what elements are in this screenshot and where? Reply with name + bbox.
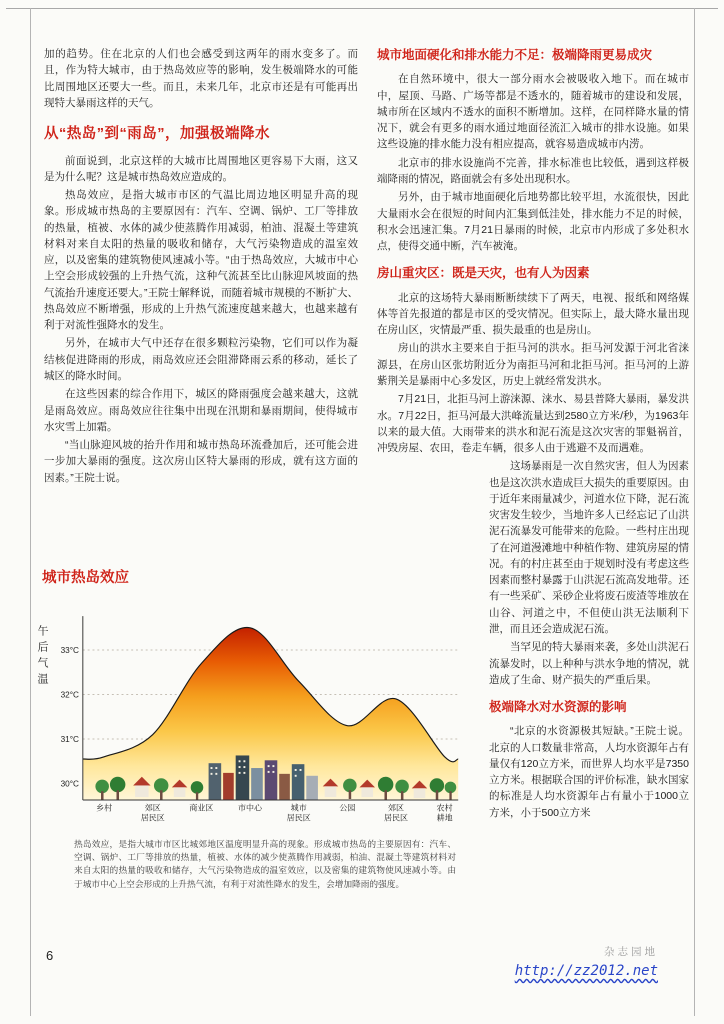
- svg-text:城市: 城市: [290, 803, 307, 813]
- svg-text:居民区: 居民区: [140, 813, 165, 823]
- section-heading-drainage: 城市地面硬化和排水能力不足：极端降雨更易成灾: [377, 48, 653, 62]
- svg-text:市中心: 市中心: [238, 803, 263, 813]
- paragraph: 另外，在城市大气中还存在很多颗粒污染物，它们可以作为凝结核促进降雨的形成，雨岛效应还会阻滞降雨云系的移动，延长了城区的降水时间。: [44, 337, 358, 382]
- paragraph: “北京的水资源极其短缺。”王院士说。北京的人口数量非常高，人均水资源年占有量仅有120立方米，而世界人均水平是7350立方米。根据联合国的评价标准，缺水国家的标准是人均水资源年占有量小于1000立方米，小于500立方米: [489, 725, 689, 819]
- svg-text:商业区: 商业区: [189, 803, 214, 813]
- paragraph: 在自然环境中，很大一部分雨水会被吸收入地下。而在城市中，屋顶、马路、广场等都是不透水的，随着城市的建设和发展，城市所在区域内不透水的面积不断增加。这样，在同样降水量的情况下，就会有更多的雨水通过地面径流汇入城市的排水设施。如果这些设施的排水能力没有相应提高，就容易造成城市内涝。: [377, 73, 689, 151]
- svg-text:居民区: 居民区: [383, 813, 409, 823]
- paragraph: 7月21日，北拒马河上游涞源、涞水、易县普降大暴雨，暴发洪水。7月22日，拒马河最大洪峰流量达到2580立方米/秒，为1963年以来的最大值。大雨带来的洪水和泥石流是这次灾害的罪魁祸首，冲毁房屋、农田，卷走车辆，很多人由于逃避不及而遇难。: [377, 393, 689, 455]
- temperature-profile-chart: [48, 591, 464, 833]
- svg-text:郊区: 郊区: [387, 803, 405, 813]
- paragraph: 房山的洪水主要来自于拒马河的洪水。拒马河发源于河北省涞源县，在房山区张坊附近分为南拒马河和北拒马河。拒马河的上游紫荆关是暴雨中心多发区，历史上就经常发洪水。: [377, 342, 689, 387]
- paragraph: 北京的这场特大暴雨断断续续下了两天，电视、报纸和网络媒体等首先报道的都是市区的受灾情况。但实际上，最大降水量出现在房山区，灾情最严重、损失最重的也是房山。: [377, 291, 689, 337]
- svg-text:郊区: 郊区: [144, 803, 161, 813]
- page-border-top: [6, 8, 718, 9]
- x-axis-category-labels: [96, 803, 453, 823]
- quote-paragraph: “当山脉迎风坡的抬升作用和城市热岛环流叠加后，还可能会进一步加大暴雨的强度。这次房山区特大暴雨的形成，就有这方面的因素。”王院士说。: [44, 439, 358, 484]
- left-column: [44, 46, 358, 488]
- svg-text:农村: 农村: [436, 803, 453, 813]
- paragraph: 这场暴雨是一次自然灾害，但人为因素也是这次洪水造成巨大损失的重要原因。由于近年来雨量减少，河道水位下降，泥石流灾害发生较少，当地许多人已经忘记了山洪泥石流暴发可能带来的危险。一些村庄出现了在河道漫滩地中种植作物、建筑房屋的情况。有的村庄甚至由于规划时没有考虑这些因素而整村暴露于山洪泥石流高发地带。还有一些采矿、采砂企业将废石废渣等堆放在山谷、河道之中，不但使山洪无法顺利下泄，而且还会造成泥石流。: [489, 460, 689, 635]
- paragraph: 当罕见的特大暴雨来袭，多处山洪泥石流暴发时，以上种种与洪水争地的情况，就造成了生命、财产损失的严重后果。: [489, 641, 689, 686]
- section-heading-fangshan: 房山重灾区：既是天灾，也有人为因素: [377, 266, 590, 281]
- site-label: 杂志园地: [604, 946, 658, 958]
- svg-text:乡村: 乡村: [96, 803, 113, 813]
- page-border-left: [30, 8, 31, 1016]
- svg-text:30°C: 30°C: [60, 779, 79, 789]
- paragraph: 在这些因素的综合作用下，城区的降雨强度会越来越大，这就是雨岛效应。雨岛效应往往集中出现在汛期和暴雨期间，使得城市水灾雪上加霜。: [44, 388, 358, 433]
- site-url-link[interactable]: http://zz2012.net: [514, 963, 658, 979]
- chart-title: 城市热岛效应: [42, 570, 129, 586]
- section-heading-water-resources: 极端降水对水资源的影响: [489, 700, 627, 715]
- y-axis-tick-labels: [61, 646, 79, 789]
- chart-caption: 热岛效应，是指大城市市区比城郊地区温度明显升高的现象。形成城市热岛的主要原因有：汽车、空调、锅炉、工厂等排放的热量，植被、水体的减少使蒸腾作用减弱，柏油、混凝土等建筑材料对来自太阳的热量的吸收和储存，大气污染物造成的温室效应，以及密集的建筑物使风速减小等。由于城市中心上空会形成的上升热气流，有利于对流性降水的发生，会增加降雨的强度。: [74, 838, 456, 889]
- page-border-right: [694, 8, 695, 1016]
- intro-paragraph: 加的趋势。住在北京的人们也会感受到这两年的雨水变多了。而且，作为特大城市，由于热岛效应等的影响，发生极端降水的可能比周围地区还要大一些。而且，未来几年，北京市还是有可能再出现特大暴雨这样的天气。: [44, 48, 358, 109]
- heat-island-chart-block: [34, 566, 466, 891]
- svg-text:32°C: 32°C: [60, 690, 79, 700]
- footer-site-block: [515, 944, 658, 980]
- y-axis-label: 午后气温: [36, 625, 48, 689]
- paragraph: 北京市的排水设施尚不完善，排水标准也比较低，遇到这样极端降雨的情况，路面就会有多处出现积水。: [377, 156, 689, 185]
- paragraph: 前面说到，北京这样的大城市比周围地区更容易下大雨，这又是为什么呢？这是城市热岛效应造成的。: [44, 154, 358, 183]
- svg-text:31°C: 31°C: [60, 734, 79, 744]
- svg-text:居民区: 居民区: [286, 813, 311, 823]
- paragraph: 另外，由于城市地面硬化后地势都比较平坦，水流很快，因此大量雨水会在很短的时间内汇集到低洼处，排水能力不足的时候，积水会迅速汇集。7月21日暴雨的时候，北京市内形成了多处积水点，使得交通中断，汽车被淹。: [377, 191, 689, 253]
- svg-text:33°C: 33°C: [60, 645, 79, 655]
- section-heading-heat-island: 从“热岛”到“雨岛”，加强极端降水: [44, 126, 270, 143]
- page-number: 6: [46, 948, 54, 963]
- paragraph: 热岛效应，是指大城市市区的气温比周边地区明显升高的现象。形成城市热岛的主要原因有：汽车、空调、锅炉、工厂等排放的热量，植被、水体的减少使蒸腾作用减弱，柏油、混凝土等建筑材料对来自太阳的热量的吸收和储存，大气污染物造成的温室效应，以及密集的建筑物使风速减小等。“由于热岛效应，大城市中心上空会形成较强的上升热气流，这种气流甚至比山脉迎风坡面的热气流抬升速度还要大。”王院士解释说，而随着城市规模的不断扩大、热岛效应不断增强，形成的上升热气流速度越来越大，也越来越有利于对流性强降水的发生。: [44, 189, 358, 332]
- svg-text:耕地: 耕地: [436, 813, 453, 823]
- svg-text:公园: 公园: [339, 803, 356, 813]
